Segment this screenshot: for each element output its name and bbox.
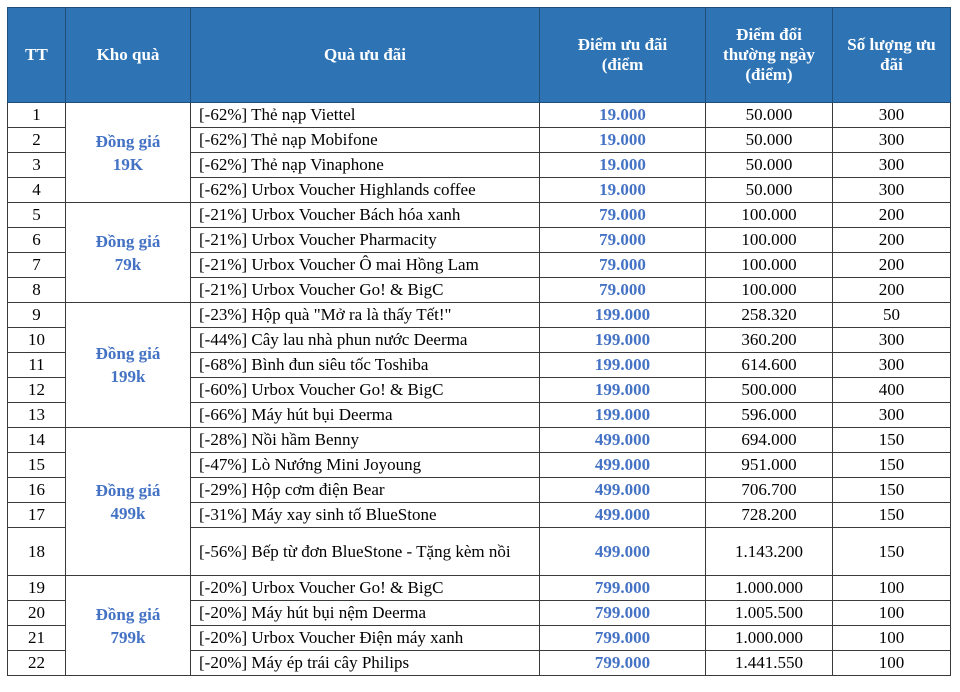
promo-points: 799.000 xyxy=(540,601,706,626)
regular-points: 694.000 xyxy=(706,428,833,453)
promo-points: 79.000 xyxy=(540,228,706,253)
header-row xyxy=(8,8,951,103)
quantity: 100 xyxy=(833,576,951,601)
quantity: 300 xyxy=(833,353,951,378)
row-number: 7 xyxy=(8,253,66,278)
row-number: 6 xyxy=(8,228,66,253)
promo-points: 19.000 xyxy=(540,178,706,203)
gift-name: [-21%] Urbox Voucher Go! & BigC xyxy=(191,278,540,303)
gift-name: [-29%] Hộp cơm điện Bear xyxy=(191,478,540,503)
regular-points: 500.000 xyxy=(706,378,833,403)
quantity: 300 xyxy=(833,103,951,128)
promo-points: 199.000 xyxy=(540,353,706,378)
gift-group-label-line1: Đồng giá xyxy=(95,344,161,363)
regular-points: 50.000 xyxy=(706,153,833,178)
quantity: 300 xyxy=(833,128,951,153)
row-number: 10 xyxy=(8,328,66,353)
gift-group-label-line2: 79k xyxy=(114,254,142,274)
regular-points: 1.005.500 xyxy=(706,601,833,626)
quantity: 200 xyxy=(833,228,951,253)
gift-name: [-60%] Urbox Voucher Go! & BigC xyxy=(191,378,540,403)
promo-points: 799.000 xyxy=(540,576,706,601)
gift-name: [-23%] Hộp quà "Mở ra là thấy Tết!" xyxy=(191,303,540,328)
gift-group-label xyxy=(66,203,191,303)
promo-points: 79.000 xyxy=(540,278,706,303)
gift-name: [-20%] Urbox Voucher Go! & BigC xyxy=(191,576,540,601)
promo-points: 79.000 xyxy=(540,253,706,278)
gift-name: [-21%] Urbox Voucher Bách hóa xanh xyxy=(191,203,540,228)
regular-points: 360.200 xyxy=(706,328,833,353)
row-number: 8 xyxy=(8,278,66,303)
promo-points: 199.000 xyxy=(540,328,706,353)
table-row xyxy=(8,428,951,453)
quantity: 300 xyxy=(833,178,951,203)
row-number: 21 xyxy=(8,626,66,651)
quantity: 150 xyxy=(833,428,951,453)
regular-points: 1.000.000 xyxy=(706,626,833,651)
table-row xyxy=(8,576,951,601)
gift-group-label-line2: 799k xyxy=(110,627,146,647)
promo-points: 19.000 xyxy=(540,103,706,128)
gift-name: [-20%] Máy ép trái cây Philips xyxy=(191,651,540,676)
gift-name: [-21%] Urbox Voucher Pharmacity xyxy=(191,228,540,253)
gift-group-label-line1: Đồng giá xyxy=(95,131,161,151)
regular-points: 1.143.200 xyxy=(706,528,833,576)
gift-group-label-line1: Đồng giá xyxy=(95,480,161,500)
gift-group-label-line1: Đồng giá xyxy=(95,604,161,624)
gift-name: [-68%] Bình đun siêu tốc Toshiba xyxy=(191,353,540,378)
promo-points: 799.000 xyxy=(540,651,706,676)
regular-points: 951.000 xyxy=(706,453,833,478)
promo-points: 79.000 xyxy=(540,203,706,228)
table-row xyxy=(8,303,951,328)
regular-points: 1.000.000 xyxy=(706,576,833,601)
table-header xyxy=(8,8,951,103)
gift-name: [-20%] Máy hút bụi nệm Deerma xyxy=(191,601,540,626)
gift-name: [-62%] Urbox Voucher Highlands coffee xyxy=(191,178,540,203)
quantity: 200 xyxy=(833,278,951,303)
row-number: 15 xyxy=(8,453,66,478)
promo-points: 499.000 xyxy=(540,478,706,503)
quantity: 200 xyxy=(833,203,951,228)
table-row xyxy=(8,203,951,228)
row-number: 9 xyxy=(8,303,66,328)
row-number: 17 xyxy=(8,503,66,528)
table-row xyxy=(8,103,951,128)
quantity: 200 xyxy=(833,253,951,278)
gift-group-label-line2: 19K xyxy=(112,154,144,174)
header-so-luong: Số lượng ưu đãi xyxy=(833,8,951,103)
row-number: 2 xyxy=(8,128,66,153)
quantity: 150 xyxy=(833,478,951,503)
quantity: 100 xyxy=(833,626,951,651)
gift-group-label-line1: Đồng giá xyxy=(95,231,161,251)
reward-table xyxy=(7,7,951,676)
table-body xyxy=(8,103,951,676)
quantity: 100 xyxy=(833,651,951,676)
gift-name: [-62%] Thẻ nạp Viettel xyxy=(191,103,540,128)
row-number: 22 xyxy=(8,651,66,676)
gift-group-label-line2: 499k xyxy=(110,503,146,523)
header-diem-uu-dai: Điểm ưu đãi (điểm xyxy=(540,8,706,103)
row-number: 14 xyxy=(8,428,66,453)
gift-name: [-28%] Nồi hầm Benny xyxy=(191,428,540,453)
row-number: 12 xyxy=(8,378,66,403)
regular-points: 596.000 xyxy=(706,403,833,428)
row-number: 11 xyxy=(8,353,66,378)
regular-points: 728.200 xyxy=(706,503,833,528)
regular-points: 258.320 xyxy=(706,303,833,328)
regular-points: 100.000 xyxy=(706,203,833,228)
promo-points: 499.000 xyxy=(540,428,706,453)
regular-points: 100.000 xyxy=(706,253,833,278)
gift-name: [-62%] Thẻ nạp Vinaphone xyxy=(191,153,540,178)
promo-points: 199.000 xyxy=(540,378,706,403)
row-number: 20 xyxy=(8,601,66,626)
gift-group-label xyxy=(66,428,191,576)
promo-points: 199.000 xyxy=(540,303,706,328)
quantity: 50 xyxy=(833,303,951,328)
row-number: 16 xyxy=(8,478,66,503)
regular-points: 614.600 xyxy=(706,353,833,378)
quantity: 150 xyxy=(833,453,951,478)
row-number: 4 xyxy=(8,178,66,203)
quantity: 100 xyxy=(833,601,951,626)
regular-points: 706.700 xyxy=(706,478,833,503)
header-diem-doi: Điểm đổi thường ngày (điểm) xyxy=(706,8,833,103)
quantity: 300 xyxy=(833,328,951,353)
gift-group-label xyxy=(66,103,191,203)
row-number: 13 xyxy=(8,403,66,428)
header-qua-uu-dai: Quà ưu đãi xyxy=(191,8,540,103)
gift-group-label xyxy=(66,576,191,676)
gift-group-label-line2: 199k xyxy=(110,367,146,386)
row-number: 19 xyxy=(8,576,66,601)
gift-name: [-21%] Urbox Voucher Ô mai Hồng Lam xyxy=(191,253,540,278)
promo-points: 499.000 xyxy=(540,528,706,576)
gift-name: [-44%] Cây lau nhà phun nước Deerma xyxy=(191,328,540,353)
regular-points: 1.441.550 xyxy=(706,651,833,676)
quantity: 300 xyxy=(833,403,951,428)
row-number: 3 xyxy=(8,153,66,178)
promo-points: 19.000 xyxy=(540,128,706,153)
quantity: 150 xyxy=(833,503,951,528)
header-tt: TT xyxy=(8,8,66,103)
regular-points: 100.000 xyxy=(706,278,833,303)
gift-name: [-31%] Máy xay sinh tố BlueStone xyxy=(191,503,540,528)
quantity: 400 xyxy=(833,378,951,403)
regular-points: 50.000 xyxy=(706,103,833,128)
promo-points: 199.000 xyxy=(540,403,706,428)
gift-group-label xyxy=(66,303,191,428)
quantity: 150 xyxy=(833,528,951,576)
row-number: 1 xyxy=(8,103,66,128)
gift-name: [-20%] Urbox Voucher Điện máy xanh xyxy=(191,626,540,651)
regular-points: 50.000 xyxy=(706,128,833,153)
gift-name: [-62%] Thẻ nạp Mobifone xyxy=(191,128,540,153)
gift-name: [-47%] Lò Nướng Mini Joyoung xyxy=(191,453,540,478)
gift-name: [-66%] Máy hút bụi Deerma xyxy=(191,403,540,428)
regular-points: 50.000 xyxy=(706,178,833,203)
promo-points: 499.000 xyxy=(540,453,706,478)
header-kho-qua: Kho quà xyxy=(66,8,191,103)
row-number: 5 xyxy=(8,203,66,228)
promo-points: 499.000 xyxy=(540,503,706,528)
quantity: 300 xyxy=(833,153,951,178)
regular-points: 100.000 xyxy=(706,228,833,253)
gift-name: [-56%] Bếp từ đơn BlueStone - Tặng kèm nồi xyxy=(191,528,540,576)
row-number: 18 xyxy=(8,528,66,576)
promo-points: 799.000 xyxy=(540,626,706,651)
promo-points: 19.000 xyxy=(540,153,706,178)
